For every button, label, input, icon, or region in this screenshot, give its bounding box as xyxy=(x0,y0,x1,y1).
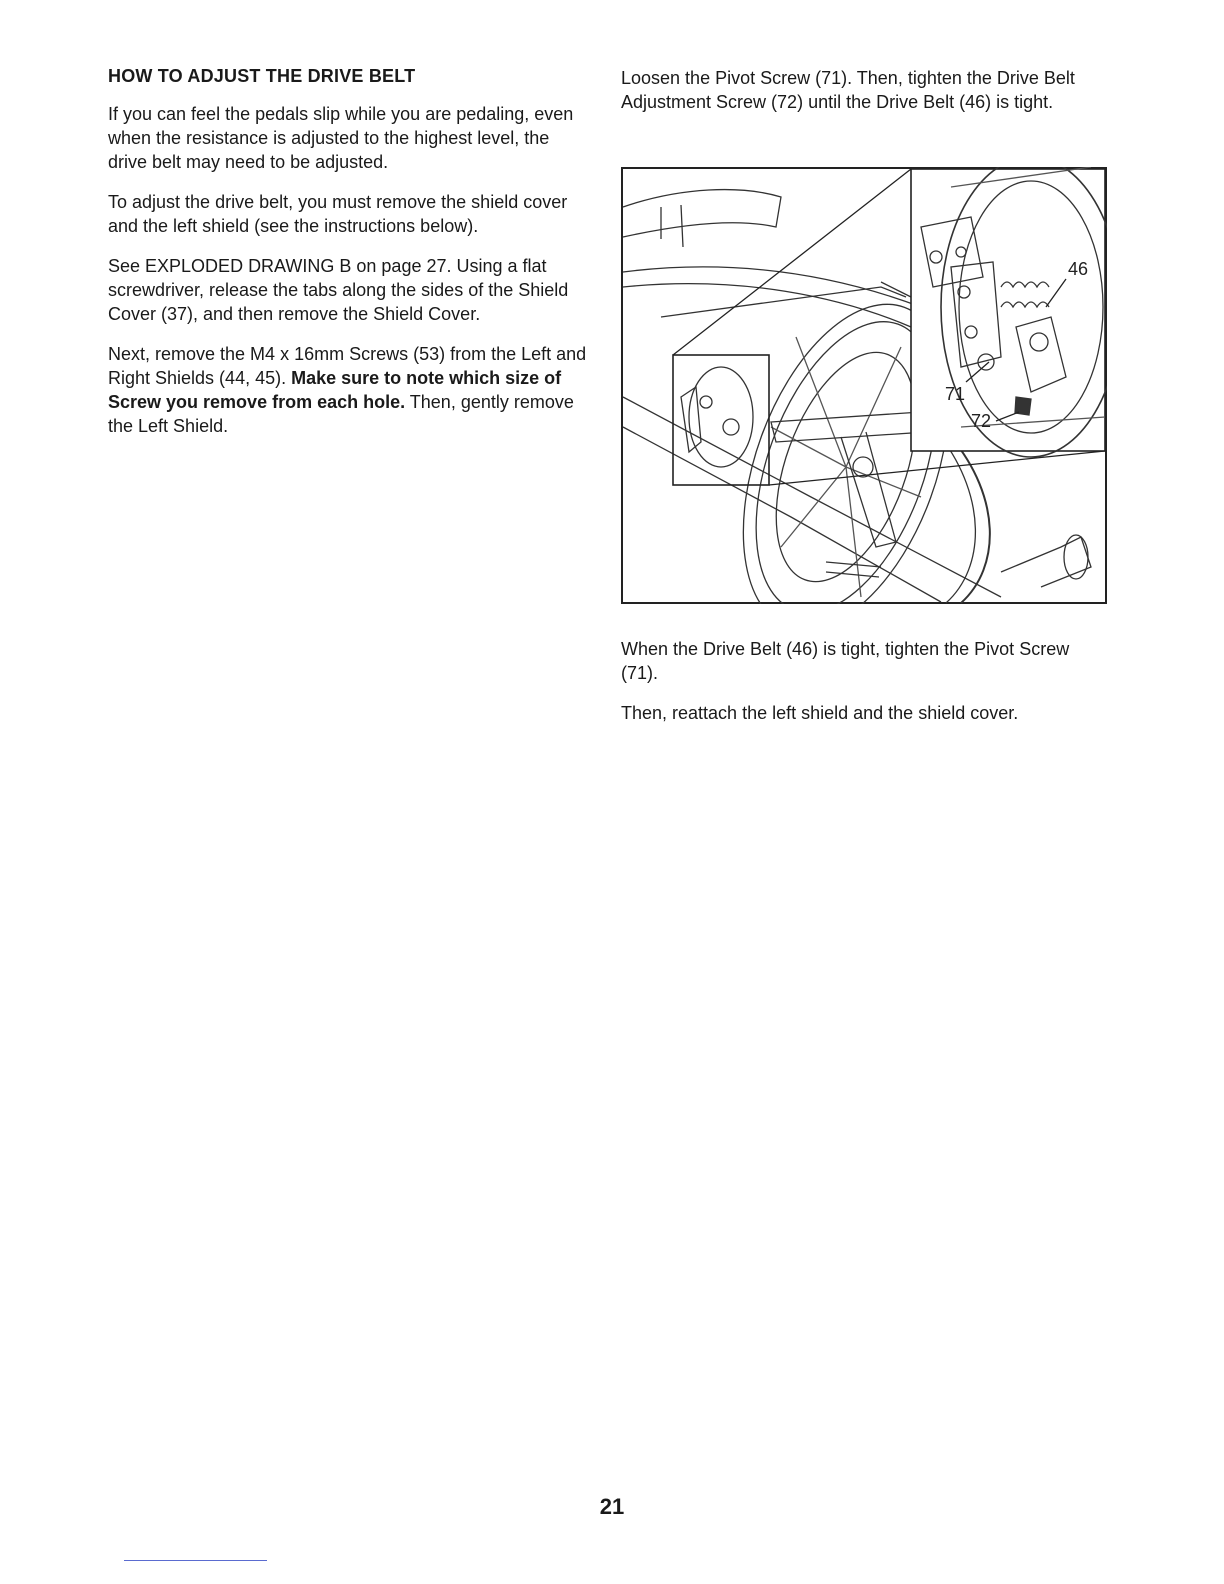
callout-71: 71 xyxy=(945,384,966,404)
detail-box-small xyxy=(673,355,769,485)
crank-arm xyxy=(771,412,926,442)
page-number: 21 xyxy=(599,1494,625,1519)
screws-text-end: Then, gently remove the Left Shield. xyxy=(108,392,574,436)
paragraph-shield-cover: See EXPLODED DRAWING B on page 27. Using a flat screwdriver, release the tabs along the sides of the Shield Cover (37), and then remove the Shield Cover. xyxy=(108,256,569,324)
detail-box-zoom xyxy=(911,169,1105,451)
right-column xyxy=(621,66,1111,130)
handlebar-shape xyxy=(623,190,781,237)
paragraph-remove-shields: To adjust the drive belt, you must remove the shield cover and the left shield (see the instructions below). xyxy=(108,192,568,236)
drive-belt-illustration xyxy=(621,167,1107,604)
screws-text: Next, remove the M4 x 16mm Screws (53) from the Left and Right Shields (44, 45). xyxy=(108,344,587,388)
after-figure-text xyxy=(621,637,1111,741)
left-column xyxy=(108,66,590,454)
paragraph-tighten-pivot: When the Drive Belt (46) is tight, tighten the Pivot Screw (71). xyxy=(621,639,1070,683)
paragraph-pedals-slip: If you can feel the pedals slip while you are pedaling, even when the resistance is adjusted to the highest level, the drive belt may need to be adjusted. xyxy=(108,104,574,172)
paragraph-reattach: Then, reattach the left shield and the shield cover. xyxy=(621,703,1019,723)
paragraph-loosen-pivot: Loosen the Pivot Screw (71). Then, tighten the Drive Belt Adjustment Screw (72) until the Drive Belt (46) is tight. xyxy=(621,68,1075,112)
section-heading: HOW TO ADJUST THE DRIVE BELT xyxy=(108,66,416,86)
callout-46: 46 xyxy=(1068,259,1089,279)
screws-warning: Make sure to note which size of Screw you remove from each hole. xyxy=(108,368,562,412)
callout-72: 72 xyxy=(971,411,992,431)
footer-rule xyxy=(124,1560,267,1561)
paragraph-remove-screws xyxy=(108,342,590,438)
